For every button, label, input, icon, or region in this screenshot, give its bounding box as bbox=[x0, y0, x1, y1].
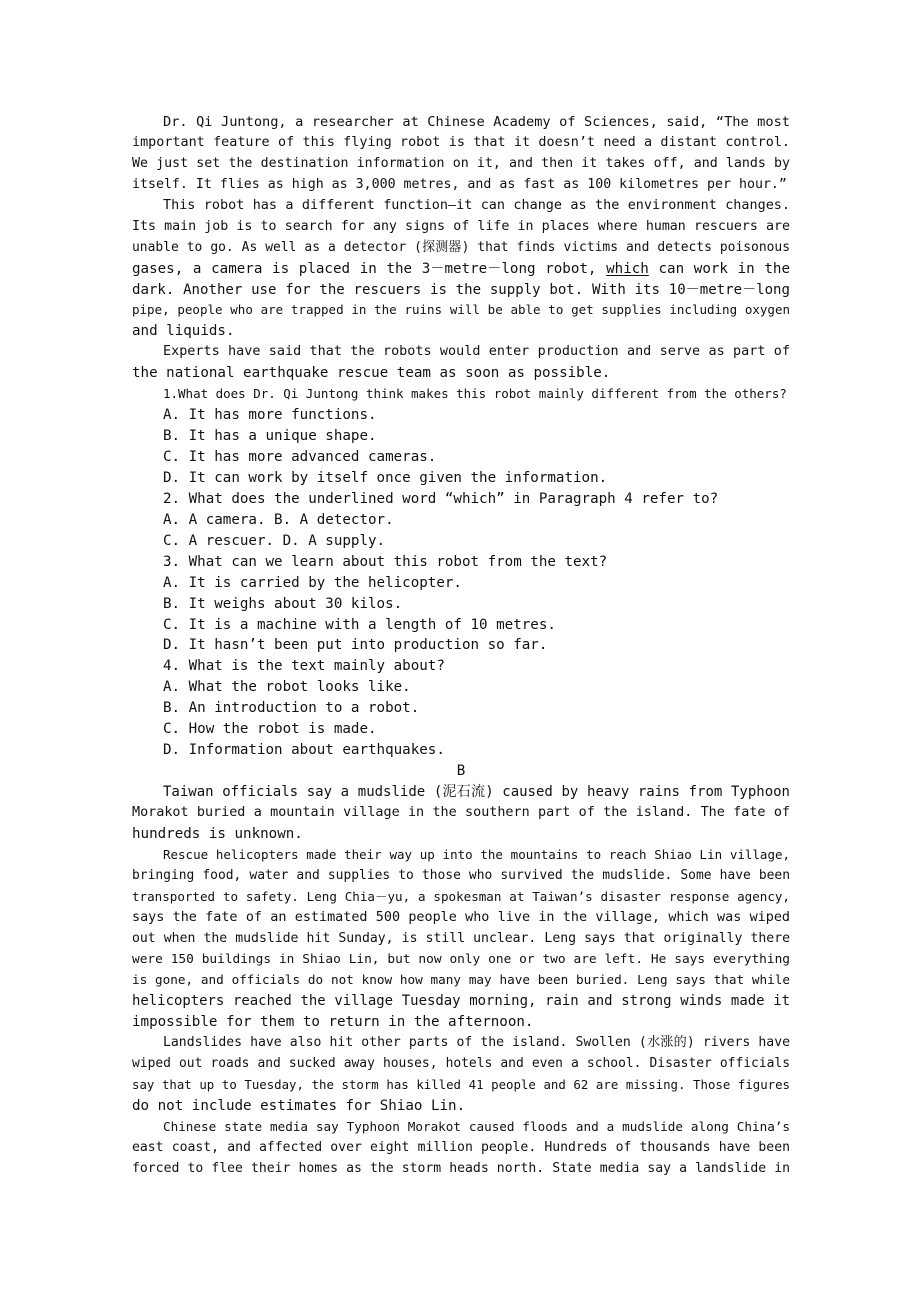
text-line: pipe, people who are trapped in the ruins will be able to get supplies including oxygen bbox=[132, 302, 790, 318]
text-line: Its main job is to search for any signs of life in places where human rescuers are bbox=[132, 218, 790, 234]
paragraph-a3 bbox=[132, 342, 790, 384]
text-line: hundreds is unknown. bbox=[132, 825, 303, 842]
text-line: says the fate of an estimated 500 people who live in the village, which was wiped bbox=[132, 909, 790, 925]
question-1 bbox=[132, 384, 790, 489]
answer-option: B. An introduction to a robot. bbox=[163, 700, 420, 717]
text-line: Rescue helicopters made their way up into the mountains to reach Shiao Lin village, bbox=[163, 846, 790, 862]
answer-option: A. It has more functions. bbox=[163, 407, 377, 424]
answer-option: A. What the robot looks like. bbox=[163, 679, 411, 696]
text-line: forced to flee their homes as the storm heads north. State media say a landslide in bbox=[132, 1160, 790, 1176]
text-line: itself. It flies as high as 3,000 metres, and as fast as 100 kilometres per hour.” bbox=[132, 176, 787, 192]
text-line: Dr. Qi Juntong, a researcher at Chinese Academy of Sciences, said, “The most bbox=[163, 114, 790, 130]
paragraph-b1 bbox=[132, 782, 790, 845]
paragraph-b2 bbox=[132, 845, 790, 1033]
question-stem: 4. What is the text mainly about? bbox=[163, 658, 445, 675]
answer-option: D. It hasn’t been put into production so far. bbox=[163, 637, 548, 654]
answer-option: B. It has a unique shape. bbox=[163, 428, 377, 445]
underlined-word-which: which bbox=[606, 260, 649, 277]
text-line: important feature of this flying robot is that it doesn’t need a distant control. bbox=[132, 134, 790, 150]
text-segment: gases, a camera is placed in the 3－metre－long robot, bbox=[132, 260, 607, 277]
text-line: helicopters reached the village Tuesday morning, rain and strong winds made it bbox=[132, 993, 790, 1010]
answer-option: D. It can work by itself once given the information. bbox=[163, 469, 608, 486]
answer-option: A. It is carried by the helicopter. bbox=[163, 574, 462, 591]
text-line: bringing food, water and supplies to those who survived the mudslide. Some have been bbox=[132, 867, 790, 883]
text-line: were 150 buildings in Shiao Lin, but now only one or two are left. He says everything bbox=[132, 951, 790, 967]
answer-option: C. It has more advanced cameras. bbox=[163, 449, 437, 465]
text-line: the national earthquake rescue team as soon as possible. bbox=[132, 365, 611, 382]
document-body bbox=[132, 112, 790, 1180]
paragraph-b3 bbox=[132, 1033, 790, 1117]
question-stem: 1.What does Dr. Qi Juntong think makes this robot mainly different from the others? bbox=[163, 386, 787, 402]
text-line: unable to go. As well as a detector (探测器) that finds victims and detects poisonous bbox=[132, 239, 790, 255]
question-3 bbox=[132, 552, 790, 657]
answer-option: A. A camera. B. A detector. bbox=[163, 511, 394, 528]
question-stem: 3. What can we learn about this robot from the text? bbox=[163, 553, 608, 570]
paragraph-b4 bbox=[132, 1117, 790, 1180]
text-line: say that up to Tuesday, the storm has killed 41 people and 62 are missing. Those figures bbox=[132, 1078, 790, 1093]
text-line: and liquids. bbox=[132, 323, 235, 340]
answer-option: C. It is a machine with a length of 10 metres. bbox=[163, 616, 556, 633]
text-line-with-underline bbox=[132, 259, 790, 280]
section-heading-b: B bbox=[456, 763, 466, 780]
answer-option: B. It weighs about 30 kilos. bbox=[163, 595, 403, 612]
question-stem: 2. What does the underlined word “which” in Paragraph 4 refer to? bbox=[163, 490, 719, 507]
text-line: This robot has a different function—it can change as the environment changes. bbox=[163, 197, 790, 213]
text-line: do not include estimates for Shiao Lin. bbox=[132, 1098, 466, 1115]
text-line: Landslides have also hit other parts of the island. Swollen (水涨的) rivers have bbox=[163, 1035, 790, 1051]
answer-option: D. Information about earthquakes. bbox=[163, 742, 445, 759]
text-line: Morakot buried a mountain village in the southern part of the island. The fate of bbox=[132, 804, 790, 820]
question-2 bbox=[132, 489, 790, 552]
paragraph-a1 bbox=[132, 112, 790, 196]
text-line: Chinese state media say Typhoon Morakot caused floods and a mudslide along China’s bbox=[163, 1119, 790, 1134]
text-line: transported to safety. Leng Chia－yu, a spokesman at Taiwan’s disaster response agency, bbox=[132, 888, 790, 904]
answer-option: C. A rescuer. D. A supply. bbox=[163, 532, 386, 549]
text-line: dark. Another use for the rescuers is the supply bot. With its 10－metre－long bbox=[132, 281, 790, 298]
answer-option: C. How the robot is made. bbox=[163, 721, 377, 738]
text-line: is gone, and officials do not know how many may have been buried. Leng says that while bbox=[132, 972, 790, 988]
text-line: We just set the destination information on it, and then it takes off, and lands by bbox=[132, 155, 790, 171]
text-line: impossible for them to return in the afternoon. bbox=[132, 1014, 534, 1031]
text-line: out when the mudslide hit Sunday, is still unclear. Leng says that originally there bbox=[132, 930, 790, 946]
text-line: Taiwan officials say a mudslide (泥石流) caused by heavy rains from Typhoon bbox=[163, 784, 790, 800]
text-line: Experts have said that the robots would enter production and serve as part of bbox=[163, 344, 790, 360]
text-segment: can work in the bbox=[648, 260, 791, 277]
text-line: wiped out roads and sucked away houses, hotels and even a school. Disaster officials bbox=[132, 1056, 790, 1072]
paragraph-a2 bbox=[132, 196, 790, 343]
question-4 bbox=[132, 656, 790, 761]
text-line: east coast, and affected over eight million people. Hundreds of thousands have been bbox=[132, 1139, 790, 1155]
